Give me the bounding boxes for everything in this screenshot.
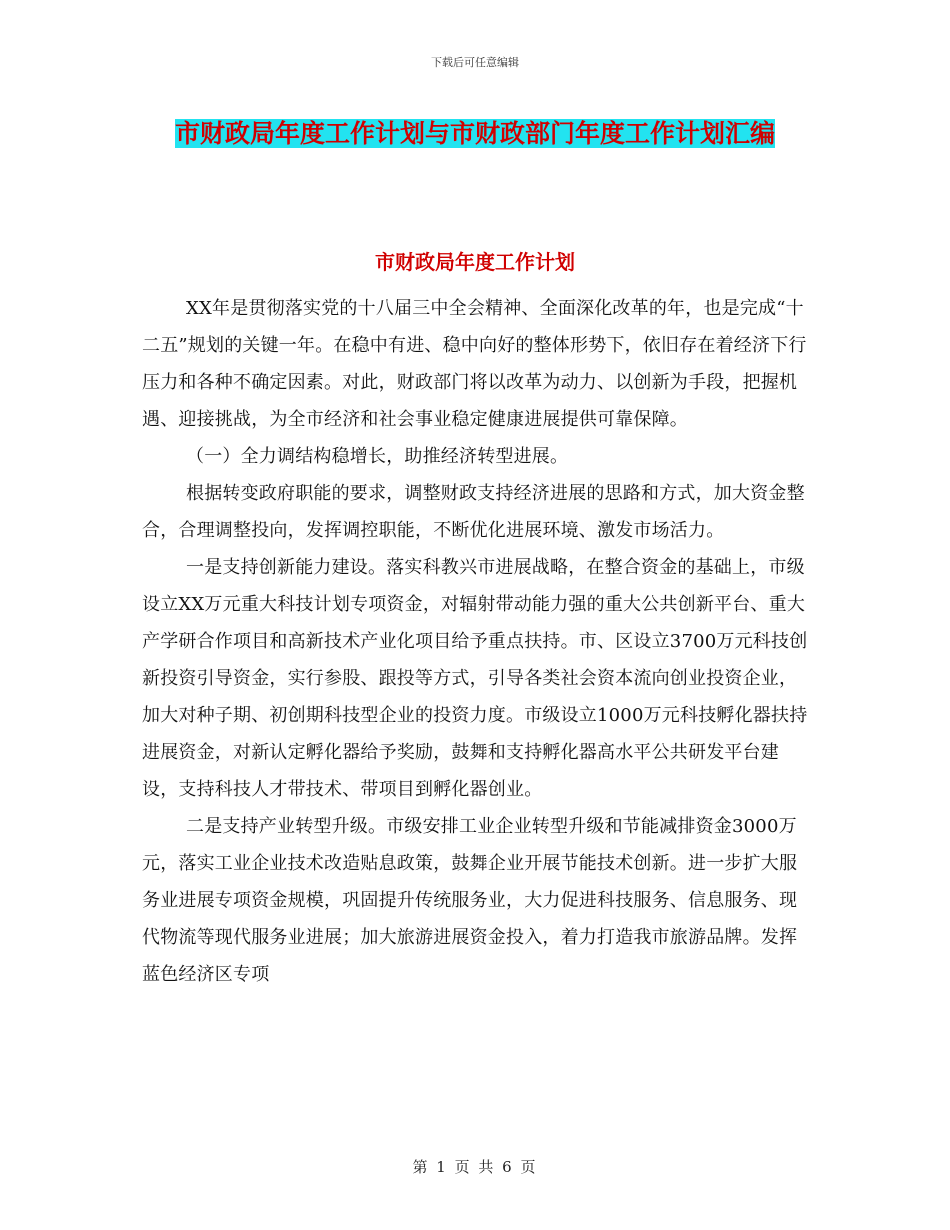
paragraph-intro: XX年是贯彻落实党的十八届三中全会精神、全面深化改革的年，也是完成“十二五”规划的关键一年。在稳中有进、稳中向好的整体形势下，依旧存在着经济下行压力和各种不确定因素。对此，财政部门将以改革为动力、以创新为手段，把握机遇、迎接挑战，为全市经济和社会事业稳定健康进展提供可靠保障。 [142, 298, 807, 430]
paragraph-heading-1: （一）全力调结构稳增长，助推经济转型进展。 [186, 446, 569, 467]
document-body [142, 290, 814, 993]
paragraph-industry: 二是支持产业转型升级。市级安排工业企业转型升级和节能减排资金3000万元，落实工业企业技术改造贴息政策，鼓舞企业开展节能技术创新。进一步扩大服务业进展专项资金规模，巩固提升传统服务业，大力促进科技服务、信息服务、现代物流等现代服务业进展；加大旅游进展资金投入，着力打造我市旅游品牌。发挥蓝色经济区专项 [142, 816, 798, 985]
paragraph-innovation: 一是支持创新能力建设。落实科教兴市进展战略，在整合资金的基础上，市级设立XX万元重大科技计划专项资金，对辐射带动能力强的重大公共创新平台、重大产学研合作项目和高新技术产业化项目给予重点扶持。市、区设立3700万元科技创新投资引导资金，实行参股、跟投等方式，引导各类社会资本流向创业投资企业，加大对种子期、初创期科技型企业的投资力度。市级设立1000万元科技孵化器扶持进展资金，对新认定孵化器给予奖励，鼓舞和支持孵化器高水平公共研发平台建设，支持科技人才带技术、带项目到孵化器创业。 [142, 557, 808, 800]
document-title-text: 市财政局年度工作计划与市财政部门年度工作计划汇编 [174, 119, 775, 148]
paragraph-structure: 根据转变政府职能的要求，调整财政支持经济进展的思路和方式，加大资金整合，合理调整投向，发挥调控职能，不断优化进展环境、激发市场活力。 [142, 483, 805, 541]
document-title [140, 110, 810, 158]
section-title: 市财政局年度工作计划 [375, 250, 575, 274]
page-footer: 第 1 页 共 6 页 [412, 1158, 538, 1176]
page-header-note: 下载后可任意编辑 [431, 56, 519, 69]
